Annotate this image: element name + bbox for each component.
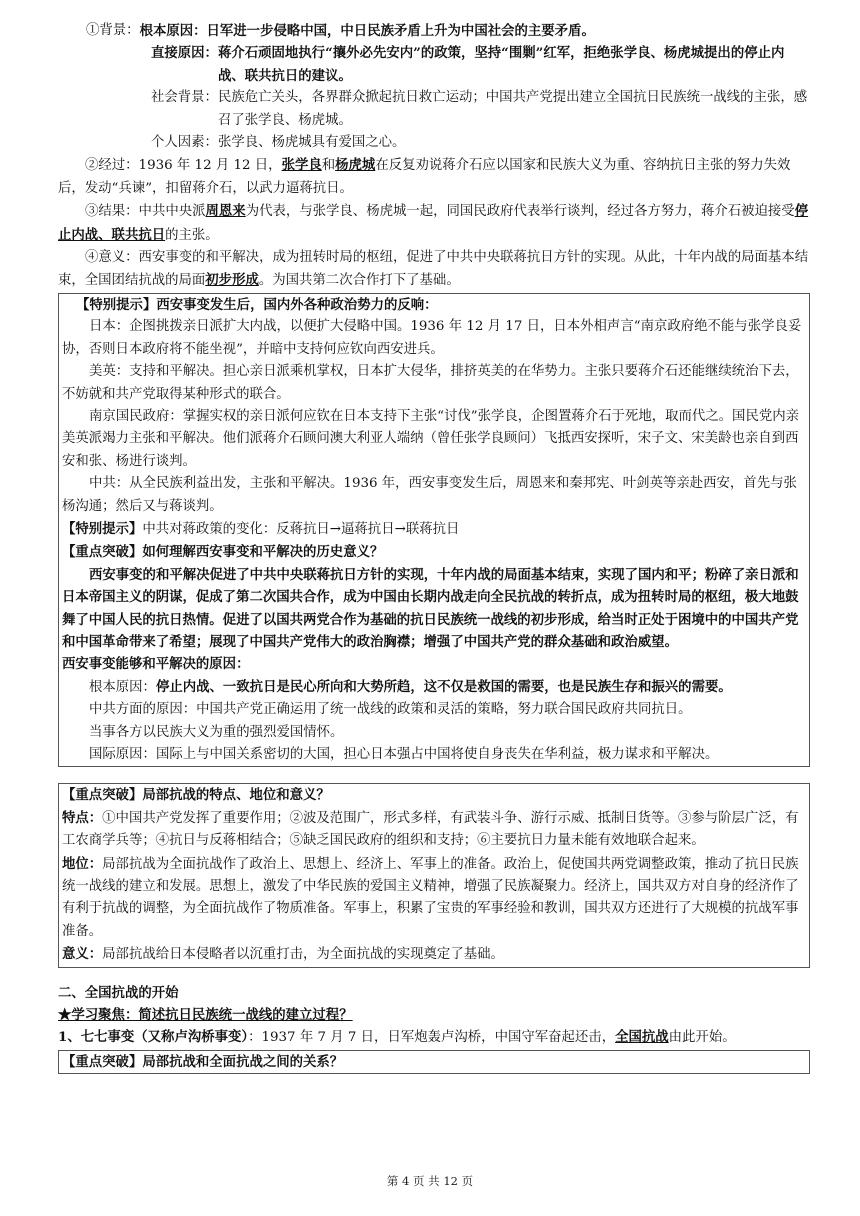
background-label: ①背景： [86,23,140,38]
nanjing-reaction: 南京国民政府：掌握实权的亲日派何应钦在日本支持下主张“讨伐”张学良，企图置蒋介石于死地，取而代之。国民党内亲美英派竭力主张和平解决。他们派蒋介石顾问澳大利亚人端纳（曾任张学良顾问）飞抵西安探听，宋子文、宋美龄也亲自到西安和张、杨进行谈判。 [62,408,799,469]
page-footer: 第 4 页 共 12 页 [386,1174,474,1188]
significance [62,943,805,966]
position-label: 地位： [62,855,103,872]
features-label: 特点： [62,809,103,826]
direct-cause-label: 直接原因： [151,45,218,62]
section-heading: 二、全国抗战的开始 [58,984,179,1001]
personal-label: 个人因素： [151,135,218,151]
process-paragraph [58,154,810,200]
background-direct [58,42,810,87]
learning-focus: ★学习聚焦：简述抗日民族统一战线的建立过程？ [58,1007,353,1024]
focus-text: 西安事变的和平解决促进了中共中央联蒋抗日方针的实现，十年内战的局面基本结束，实现了国内和平；粉碎了亲日派和日本帝国主义的阴谋，促成了第二次国共合作，成为中国由长期内战走向全民抗战的转折点，成为扭转时局的枢纽，极大地鼓舞了中国人民的抗日热情。促进了以国共两党合作为基础的抗日民族统一战线的初步形成，给当时正处于困境中的中国共产党和中国革命带来了希望；展现了中国共产党伟大的政治胸襟；增强了中国共产党的群众基础和政治威望。 [62,566,799,650]
features [62,807,805,853]
july7-nationwide: 全国抗战 [615,1029,669,1046]
reason-root [62,676,805,699]
july7-item [58,1026,810,1049]
japan-reaction: 日本：企图挑拨亲日派扩大内战，以便扩大侵略中国。1936 年 12 月 17 日，日本外相声言“南京政府绝不能与张学良妥协，否则日本政府将不能坐视”，并暗中支持何应钦向西安进兵。 [62,319,802,357]
reason-root-text: 停止内战、一致抗日是民心所向和大势所趋，这不仅是救国的需要，也是民族生存和振兴的需要。 [155,678,732,695]
tip2 [62,518,805,541]
result-text-b: 为代表，与张学良、杨虎城一起，同国民政府代表举行谈判，经过各方努力，蒋介石被迫接受 [245,204,795,220]
reason-ccp: 中共方面的原因：中国共产党正确运用了统一战线的政策和灵活的策略，努力联合国民政府共同抗日。 [89,702,692,718]
tip-title: 【特别提示】西安事变发生后，国内外各种政治势力的反响： [76,296,438,313]
xian-incident-box [58,293,810,768]
process-text-c: 在反复劝说蒋介石应以国家和民族大义为重、容纳抗日主张的努力失效后，发动“兵谏”，扣留蒋介石，以武力逼蒋抗日。 [58,158,791,196]
reason-international: 国际原因：国际上与中国关系密切的大国，担心日本强占中国将使自身丧失在华利益，极力谋求和平解决。 [89,747,719,762]
process-text-b: 和 [321,158,336,174]
background-root [58,20,810,42]
significance-label: 意义： [62,946,103,963]
result-policy: 停止内战、联共抗日 [58,203,809,243]
process-yang: 杨虎城 [335,157,376,174]
local-war-box [58,783,810,967]
result-text-c: 的主张。 [165,227,219,243]
reason-patriotism: 当事各方以民族大义为重的强烈爱国情怀。 [89,724,344,740]
significance-text: 局部抗战给日本侵略者以沉重打击，为全面抗战的实现奠定了基础。 [102,947,504,963]
background-personal [58,132,810,154]
reason-title: 西安事变能够和平解决的原因： [62,656,250,673]
tip2-text: 中共对蒋政策的变化：反蒋抗日→逼蒋抗日→联蒋抗日 [142,521,460,537]
focus-title: 【重点突破】如何理解西安事变和平解决的历史意义？ [62,544,384,561]
position-text: 局部抗战为全面抗战作了政治上、思想上、经济上、军事上的准备。政治上，促使国共两党调整政策，推动了抗日民族统一战线的建立和发展。思想上，激发了中华民族的爱国主义精神，增强了民族凝聚力。经济上，国共双方对自身的经济作了有利于抗战的调整，为全面抗战作了物质准备。军事上，积累了宝贵的军事经验和教训，国共双方还进行了大规模的抗战军事准备。 [62,856,799,939]
result-text-a: ③结果：中共中央派 [85,204,206,220]
direct-cause-text: 蒋介石顽固地执行“攘外必先安内”的政策，坚持“围剿”红军，拒绝张学良、杨虎城提出的停止内战、联共抗日的建议。 [217,45,785,84]
meaning-initial: 初步形成 [205,272,259,289]
july7-label: 1、七七事变（又称卢沟桥事变） [58,1029,249,1046]
process-text-a: ②经过：1936 年 12 月 12 日， [85,158,282,174]
personal-text: 张学良、杨虎城具有爱国之心。 [217,135,406,151]
root-cause-label: 根本原因： [139,23,207,39]
features-text: ①中国共产党发挥了重要作用；②波及范围广，形式多样，有武装斗争、游行示威、抵制日货等。③参与阶层广泛，有工农商学兵等；④抗日与反蒋相结合；⑤缺乏国民政府的组织和支持；⑥主要抗日力量未能有效地联合起来。 [62,810,799,849]
page-content [58,20,810,1074]
tip2-title: 【特别提示】 [62,520,143,537]
result-zhou: 周恩来 [205,203,246,220]
meaning-text-c: 。为国共第二次合作打下了基础。 [258,273,460,289]
social-text: 民族危亡关头，各界群众掀起抗日救亡运动；中国共产党提出建立全国抗日民族统一战线的主张，感召了张学良、杨虎城。 [217,90,808,128]
relation-box [58,1050,810,1074]
local-war-title: 【重点突破】局部抗战的特点、地位和意义？ [62,787,330,804]
relation-title: 【重点突破】局部抗战和全面抗战之间的关系？ [62,1053,344,1070]
ccp-reaction: 中共：从全民族利益出发，主张和平解决。1936 年，西安事变发生后，周恩来和秦邦宪、叶剑英等亲赴西安，首先与张杨沟通；然后又与蒋谈判。 [62,476,797,514]
meaning-paragraph [58,247,810,293]
usuk-reaction: 美英：支持和平解决。担心亲日派乘机掌权，日本扩大侵华，排挤英美的在华势力。主张只要蒋介石还能继续统治下去，不妨就和共产党取得某种形式的联合。 [62,364,799,402]
root-cause-text: 日军进一步侵略中国，中日民族矛盾上升为中国社会的主要矛盾。 [206,23,595,39]
result-paragraph [58,200,810,247]
process-zhang: 张学良 [281,157,322,174]
reason-root-label: 根本原因： [89,679,156,695]
meaning-text-a: ④意义：西安事变的和平解决，成为扭转时局的枢纽，促进了中共中央联蒋抗日方针的实现。从此，十年内战的局面基本结束，全国团结抗战的局面 [58,250,809,289]
july7-text: ：1937 年 7 月 7 日，日军炮轰卢沟桥，中国守军奋起还击， [248,1030,616,1046]
position [62,853,805,944]
social-label: 社会背景： [151,90,218,106]
background-social [58,87,810,132]
july7-end: 由此开始。 [668,1030,736,1046]
